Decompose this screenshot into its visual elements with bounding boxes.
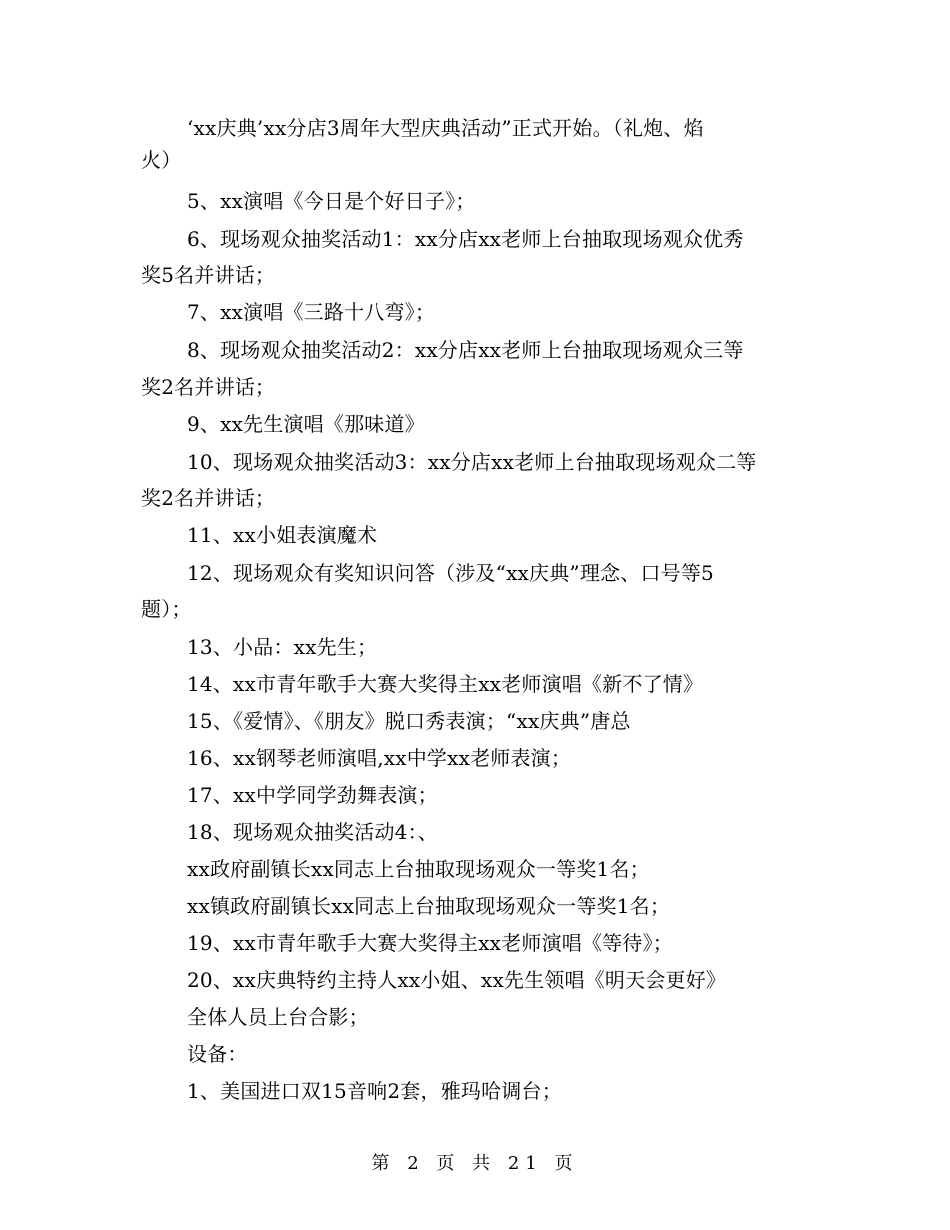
paragraph-line: 设备： (187, 1042, 248, 1066)
paragraph-line: 18、现场观众抽奖活动4：、 (187, 820, 438, 844)
paragraph-line: 奖5名并讲话； (141, 263, 276, 287)
paragraph-line: 题）； (141, 597, 192, 621)
paragraph-line: 14、xx市青年歌手大赛大奖得主xx老师演唱《新不了情》 (187, 672, 704, 696)
paragraph-line: 8、现场观众抽奖活动2：xx分店xx老师上台抽取现场观众三等 (187, 338, 744, 362)
paragraph-line: xx政府副镇长xx同志上台抽取现场观众一等奖1名； (187, 857, 650, 881)
paragraph-line: 16、xx钢琴老师演唱,xx中学xx老师表演； (187, 746, 572, 770)
paragraph-line: 11、xx小姐表演魔术 (187, 523, 378, 547)
paragraph-line: 19、xx市青年歌手大赛大奖得主xx老师演唱《等待》； (187, 931, 673, 955)
paragraph-line: 6、现场观众抽奖活动1：xx分店xx老师上台抽取现场观众优秀 (187, 227, 744, 251)
paragraph-line: 7、xx演唱《三路十八弯》； (187, 300, 436, 324)
paragraph-line: 5、xx演唱《今日是个好日子》； (187, 189, 476, 213)
paragraph-line: 全体人员上台合影； (187, 1005, 369, 1029)
paragraph-line: 奖2名并讲话； (141, 375, 276, 399)
paragraph-line: 13、小品：xx先生； (187, 635, 378, 659)
paragraph-line: 9、xx先生演唱《那味道》 (187, 412, 425, 436)
paragraph-line: 20、xx庆典特约主持人xx小姐、xx先生领唱《明天会更好》 (187, 968, 727, 992)
page-number-footer: 第 2 页 共 21 页 (371, 1153, 579, 1174)
paragraph-line: 12、现场观众有奖知识问答（涉及“xx庆典”理念、口号等5 (187, 561, 714, 585)
paragraph-line: ‘xx庆典’xx分店3周年大型庆典活动”正式开始。（礼炮、焰 (187, 116, 704, 140)
paragraph-line: 奖2名并讲话； (141, 486, 276, 510)
paragraph-line: 1、美国进口双15音响2套，雅玛哈调台； (187, 1079, 562, 1103)
paragraph-line: 15、《爱情》、《朋友》脱口秀表演；“xx庆典”唐总 (187, 709, 631, 733)
paragraph-line: 10、现场观众抽奖活动3：xx分店xx老师上台抽取现场观众二等 (187, 450, 757, 474)
paragraph-line: xx镇政府副镇长xx同志上台抽取现场观众一等奖1名； (187, 894, 671, 918)
paragraph-line: 17、xx中学同学劲舞表演； (187, 783, 438, 807)
paragraph-line: 火） (141, 148, 182, 172)
